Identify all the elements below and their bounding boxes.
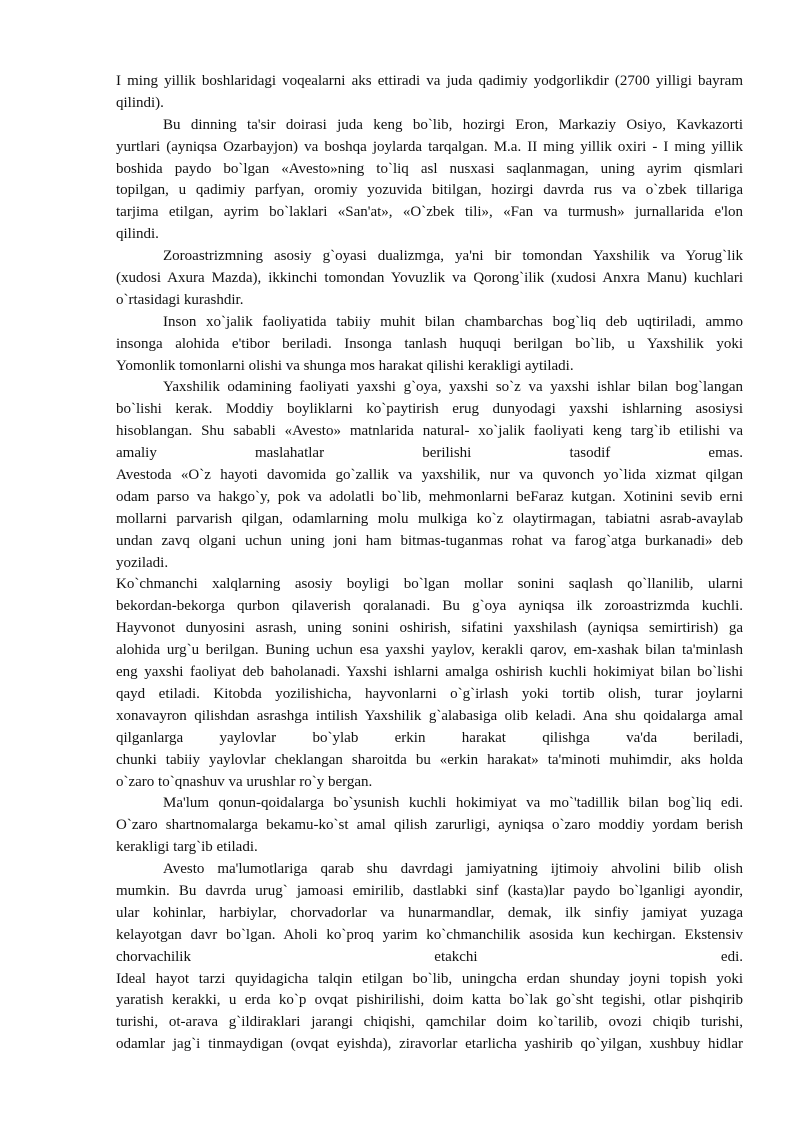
- text-line: Bu dinning ta'sir doirasi juda keng bo`lib, hozirgi Eron, Markaziy Osiyo, Kavkazorti: [163, 116, 743, 133]
- text-line: undan zavq olgani uchun uning joni ham bitmas-tuganmas rohat va farog`atga burkanadi» deb: [116, 532, 743, 549]
- text-line: topilgan, u qadimiy parfyan, oromiy yozuvida bitilgan, hozirgi davrda rus va o`zbek tillariga: [116, 182, 743, 199]
- text-line: odamlar jag`i tinmaydigan (ovqat eyishda), ziravorlar etarlicha yashirib qo`yilgan, xushbuy hidlar: [116, 1036, 743, 1053]
- text-line: eng yaxshi faoliyat deb baholanadi. Yaxshi ishlarni amalga oshirish kuchli hokimiyat bilan bo`lishi: [116, 664, 743, 681]
- text-line: odam parso va hakgo`y, pok va adolatli bo`lib, mehmonlarni beFaraz kutgan. Xotinini sevib erni: [116, 488, 743, 505]
- text-line: qilindi.: [116, 226, 159, 243]
- text-line: hisoblangan. Shu sababli «Avesto» matnlarida natural- xo`jalik faoliyati keng targ`ib etilishi va: [116, 423, 743, 440]
- text-line: kerakligi targ`ib etiladi.: [116, 839, 258, 856]
- text-line: bekordan-bekorga qurbon qilaverish qoralanadi. Bu g`oya ayniqsa ilk zoroastrizmda kuchli.: [116, 598, 743, 615]
- text-line: amaliy maslahatlar berilishi tasodif emas.: [116, 445, 743, 462]
- text-line: boshida paydo bo`lgan «Avesto»ning to`liq asl nusxasi saqlanmagan, uning ayrim qismlari: [116, 160, 743, 177]
- text-line: yaratish kerakki, u erda ko`p ovqat pishirilishi, doim katta bo`lak go`sht tegishi, otlar pishqirib: [116, 992, 743, 1009]
- text-line: Yomonlik tomonlarni olishi va shunga mos harakat qilishi kerakligi aytiladi.: [116, 357, 574, 374]
- text-line: Ideal hayot tarzi quyidagicha talqin etilgan bo`lib, uningcha erdan shunday joyni topish yoki: [116, 970, 743, 987]
- text-line: Ma'lum qonun-qoidalarga bo`ysunish kuchli hokimiyat va mo`'tadillik bilan bog`liq edi.: [163, 795, 743, 812]
- text-line: o`rtasidagi kurashdir.: [116, 291, 244, 308]
- text-line: qilindi).: [116, 94, 164, 111]
- text-line: mumkin. Bu davrda urug` jamoasi emirilib, dastlabki sinf (kasta)lar paydo bo`lganligi ayondir,: [116, 882, 743, 899]
- text-line: tarjima etilgan, ayrim bo`laklari «San'at», «O`zbek tili», «Fan va turmush» jurnallarida e'lon: [116, 204, 743, 221]
- text-line: Yaxshilik odamining faoliyati yaxshi g`oya, yaxshi so`z va yaxshi ishlar bilan bog`langan: [163, 379, 743, 396]
- text-line: yoziladi.: [116, 554, 169, 571]
- text-line: xonavayron qilishdan asrashga intilish Yaxshilik g`alabasiga olib keladi. Ana shu qoidalarga amal: [116, 707, 743, 724]
- text-line: O`zaro shartnomalarga bekamu-ko`st amal qilish zarurligi, ayniqsa o`zaro moddiy yordam berish: [116, 817, 743, 834]
- text-line: I ming yillik boshlaridagi voqealarni aks ettiradi va juda qadimiy yodgorlikdir (2700 yilligi bayram: [116, 73, 743, 89]
- text-line: Zoroastrizmning asosiy g`oyasi dualizmga, ya'ni bir tomondan Yaxshilik va Yorug`lik: [163, 248, 743, 265]
- text-line: turishi, ot-arava g`ildiraklari jarangi chiqishi, qamchilar doim ko`tarilib, ovozi chiqib turishi,: [116, 1014, 743, 1031]
- text-line: insonga alohida e'tibor beriladi. Insonga tanlash huquqi berilgan bo`lib, u Yaxshilik yoki: [116, 335, 743, 352]
- text-line: alohida urg`u berilgan. Buning uchun esa yaxshi yaylov, kerakli qarov, em-xashak bilan ta'minlash: [116, 642, 743, 659]
- text-line: Hayvonot dunyosini asrash, uning sonini oshirish, sifatini yaxshilash (ayniqsa semirtirish) ga: [116, 620, 743, 637]
- text-line: mollarni parvarish qilgan, odamlarning molu mulkiga ko`z olaytirmagan, tabiatni asrab-avaylab: [116, 510, 743, 527]
- text-line: Avesto ma'lumotlariga qarab shu davrdagi jamiyatning ijtimoiy ahvolini bilib olish: [163, 861, 743, 878]
- text-line: chorvachilik etakchi edi.: [116, 948, 743, 965]
- text-line: o`zaro to`qnashuv va urushlar ro`y bergan.: [116, 773, 373, 790]
- text-line: qayd etiladi. Kitobda yozilishicha, hayvonlarni o`g`irlash yoki tortib olish, turar joylarni: [116, 685, 743, 702]
- text-line: bo`lishi kerak. Moddiy boyliklarni ko`paytirish erug dunyodagi yaxshi ishlarning asosiysi: [116, 401, 743, 418]
- text-line: yurtlari (ayniqsa Ozarbayjon) va boshqa joylarda tarqalgan. M.a. II ming yillik oxiri - I ming yillik: [116, 138, 743, 155]
- text-line: Inson xo`jalik faoliyatida tabiiy muhit bilan chambarchas bog`liq deb uqtiriladi, ammo: [163, 313, 743, 330]
- text-line: ular kohinlar, harbiylar, chorvadorlar va hunarmandlar, demak, ilk sinfiy jamiyat yuzaga: [116, 904, 743, 921]
- text-line: Avestoda «O`z hayoti davomida go`zallik va yaxshilik, nur va quvonch yo`lida xizmat qilgan: [116, 467, 743, 484]
- text-line: chunki tabiiy yaylovlar cheklangan sharoitda bu «erkin harakat» ta'minoti muhimdir, aks holda: [116, 751, 743, 768]
- text-line: Ko`chmanchi xalqlarning asosiy boyligi bo`lgan mollar sonini saqlash qo`llanilib, ularni: [116, 576, 743, 593]
- text-line: qilganlarga yaylovlar bo`ylab erkin harakat qilishga va'da beriladi,: [116, 729, 743, 746]
- text-line: kelayotgan davr bo`lgan. Aholi ko`proq yarim ko`chmanchilik asosida kun kechirgan. Ekstensiv: [116, 926, 743, 943]
- text-line: (xudosi Axura Mazda), ikkinchi tomondan Yovuzlik va Qorong`ilik (xudosi Anxra Manu) kuchlari: [116, 270, 743, 287]
